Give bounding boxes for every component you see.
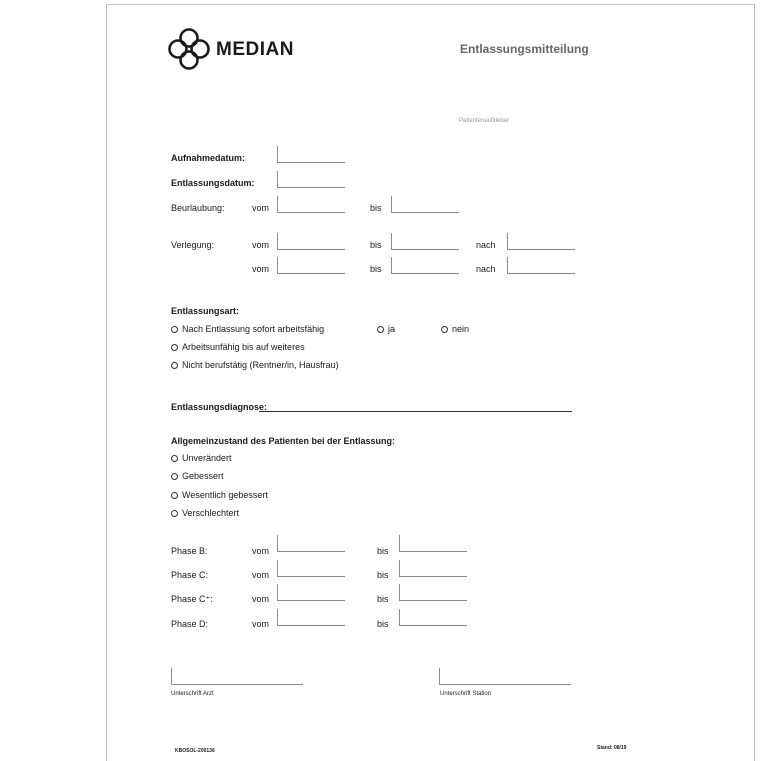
radio-icon[interactable] — [171, 455, 178, 462]
radio-icon[interactable] — [171, 326, 178, 333]
phase-c-plus-to-label: bis — [377, 594, 389, 604]
option-label: Arbeitsunfähig bis auf weiteres — [182, 342, 305, 352]
transfer-label: Verlegung: — [171, 240, 215, 250]
phase-b-label: Phase B: — [171, 546, 208, 556]
option-label: Nach Entlassung sofort arbeitsfähig — [182, 324, 325, 334]
option-label: nein — [452, 324, 470, 334]
transfer-from-label-1: vom — [252, 240, 270, 250]
condition-title: Allgemeinzustand des Patienten bei der Entlassung: — [171, 436, 396, 446]
signature-station-field[interactable] — [439, 668, 571, 685]
option-label: Nicht berufstätig (Rentner/in, Hausfrau) — [182, 360, 339, 370]
transfer-to-field-2[interactable] — [391, 257, 459, 274]
radio-option-improved[interactable] — [171, 471, 224, 481]
phase-c-plus-label: Phase C⁺: — [171, 594, 213, 604]
discharge-date-field[interactable] — [277, 171, 345, 188]
diagnosis-field[interactable] — [259, 401, 572, 412]
form-code: KBOSOL-200136 — [175, 748, 215, 754]
diagnosis-label: Entlassungsdiagnose: — [171, 402, 268, 412]
discharge-date-label: Entlassungsdatum: — [171, 178, 255, 188]
radio-icon[interactable] — [441, 326, 448, 333]
radio-icon[interactable] — [171, 344, 178, 351]
phase-c-label: Phase C: — [171, 570, 209, 580]
option-label: Verschlechtert — [182, 508, 240, 518]
phase-c-from-field[interactable] — [277, 560, 345, 577]
phase-b-from-label: vom — [252, 546, 270, 556]
transfer-dest-field-2[interactable] — [507, 257, 575, 274]
form-page — [106, 4, 755, 761]
radio-option-nein[interactable] — [441, 324, 469, 334]
radio-icon[interactable] — [377, 326, 384, 333]
form-title: Entlassungsmitteilung — [460, 42, 589, 56]
transfer-dest-field-1[interactable] — [507, 233, 575, 250]
signature-doctor-label: Unterschrift Arzt — [171, 691, 214, 697]
phase-d-from-field[interactable] — [277, 609, 345, 626]
clover-logo-icon — [167, 27, 211, 71]
transfer-from-field-1[interactable] — [277, 233, 345, 250]
option-label: Wesentlich gebessert — [182, 490, 268, 500]
signature-doctor-field[interactable] — [171, 668, 303, 685]
admission-date-field[interactable] — [277, 146, 345, 163]
patient-sticker-note: Patientenaufkleber — [459, 118, 510, 124]
radio-icon[interactable] — [171, 362, 178, 369]
phase-b-to-field[interactable] — [399, 535, 467, 552]
signature-station-label: Unterschrift Station — [440, 691, 492, 697]
brand-name: MEDIAN — [216, 39, 294, 60]
phase-d-label: Phase D: — [171, 619, 209, 629]
leave-label: Beurlaubung: — [171, 203, 225, 213]
option-label: ja — [388, 324, 396, 334]
radio-option-unfit-for-work[interactable] — [171, 342, 305, 352]
radio-option-fit-for-work[interactable] — [171, 324, 324, 334]
phase-c-plus-from-label: vom — [252, 594, 270, 604]
option-label: Unverändert — [182, 453, 232, 463]
transfer-to-label-2: bis — [370, 264, 382, 274]
discharge-type-title: Entlassungsart: — [171, 306, 240, 316]
radio-option-ja[interactable] — [377, 324, 395, 334]
admission-date-label: Aufnahmedatum: — [171, 153, 245, 163]
phase-c-plus-from-field[interactable] — [277, 584, 345, 601]
phase-c-from-label: vom — [252, 570, 270, 580]
phase-d-to-label: bis — [377, 619, 389, 629]
option-label: Gebessert — [182, 471, 224, 481]
leave-to-label: bis — [370, 203, 382, 213]
radio-icon[interactable] — [171, 510, 178, 517]
transfer-to-field-1[interactable] — [391, 233, 459, 250]
transfer-from-field-2[interactable] — [277, 257, 345, 274]
phase-c-plus-to-field[interactable] — [399, 584, 467, 601]
phase-d-from-label: vom — [252, 619, 270, 629]
radio-option-unchanged[interactable] — [171, 453, 232, 463]
transfer-dest-label-1: nach — [476, 240, 496, 250]
phase-b-from-field[interactable] — [277, 535, 345, 552]
radio-option-worsened[interactable] — [171, 508, 239, 518]
leave-from-label: vom — [252, 203, 270, 213]
radio-option-much-improved[interactable] — [171, 490, 268, 500]
transfer-from-label-2: vom — [252, 264, 270, 274]
phase-d-to-field[interactable] — [399, 609, 467, 626]
leave-to-field[interactable] — [391, 196, 459, 213]
transfer-to-label-1: bis — [370, 240, 382, 250]
phase-c-to-label: bis — [377, 570, 389, 580]
radio-option-not-employed[interactable] — [171, 360, 339, 370]
transfer-dest-label-2: nach — [476, 264, 496, 274]
phase-b-to-label: bis — [377, 546, 389, 556]
radio-icon[interactable] — [171, 492, 178, 499]
radio-icon[interactable] — [171, 473, 178, 480]
phase-c-to-field[interactable] — [399, 560, 467, 577]
form-version: Stand: 08/19 — [597, 745, 627, 751]
leave-from-field[interactable] — [277, 196, 345, 213]
